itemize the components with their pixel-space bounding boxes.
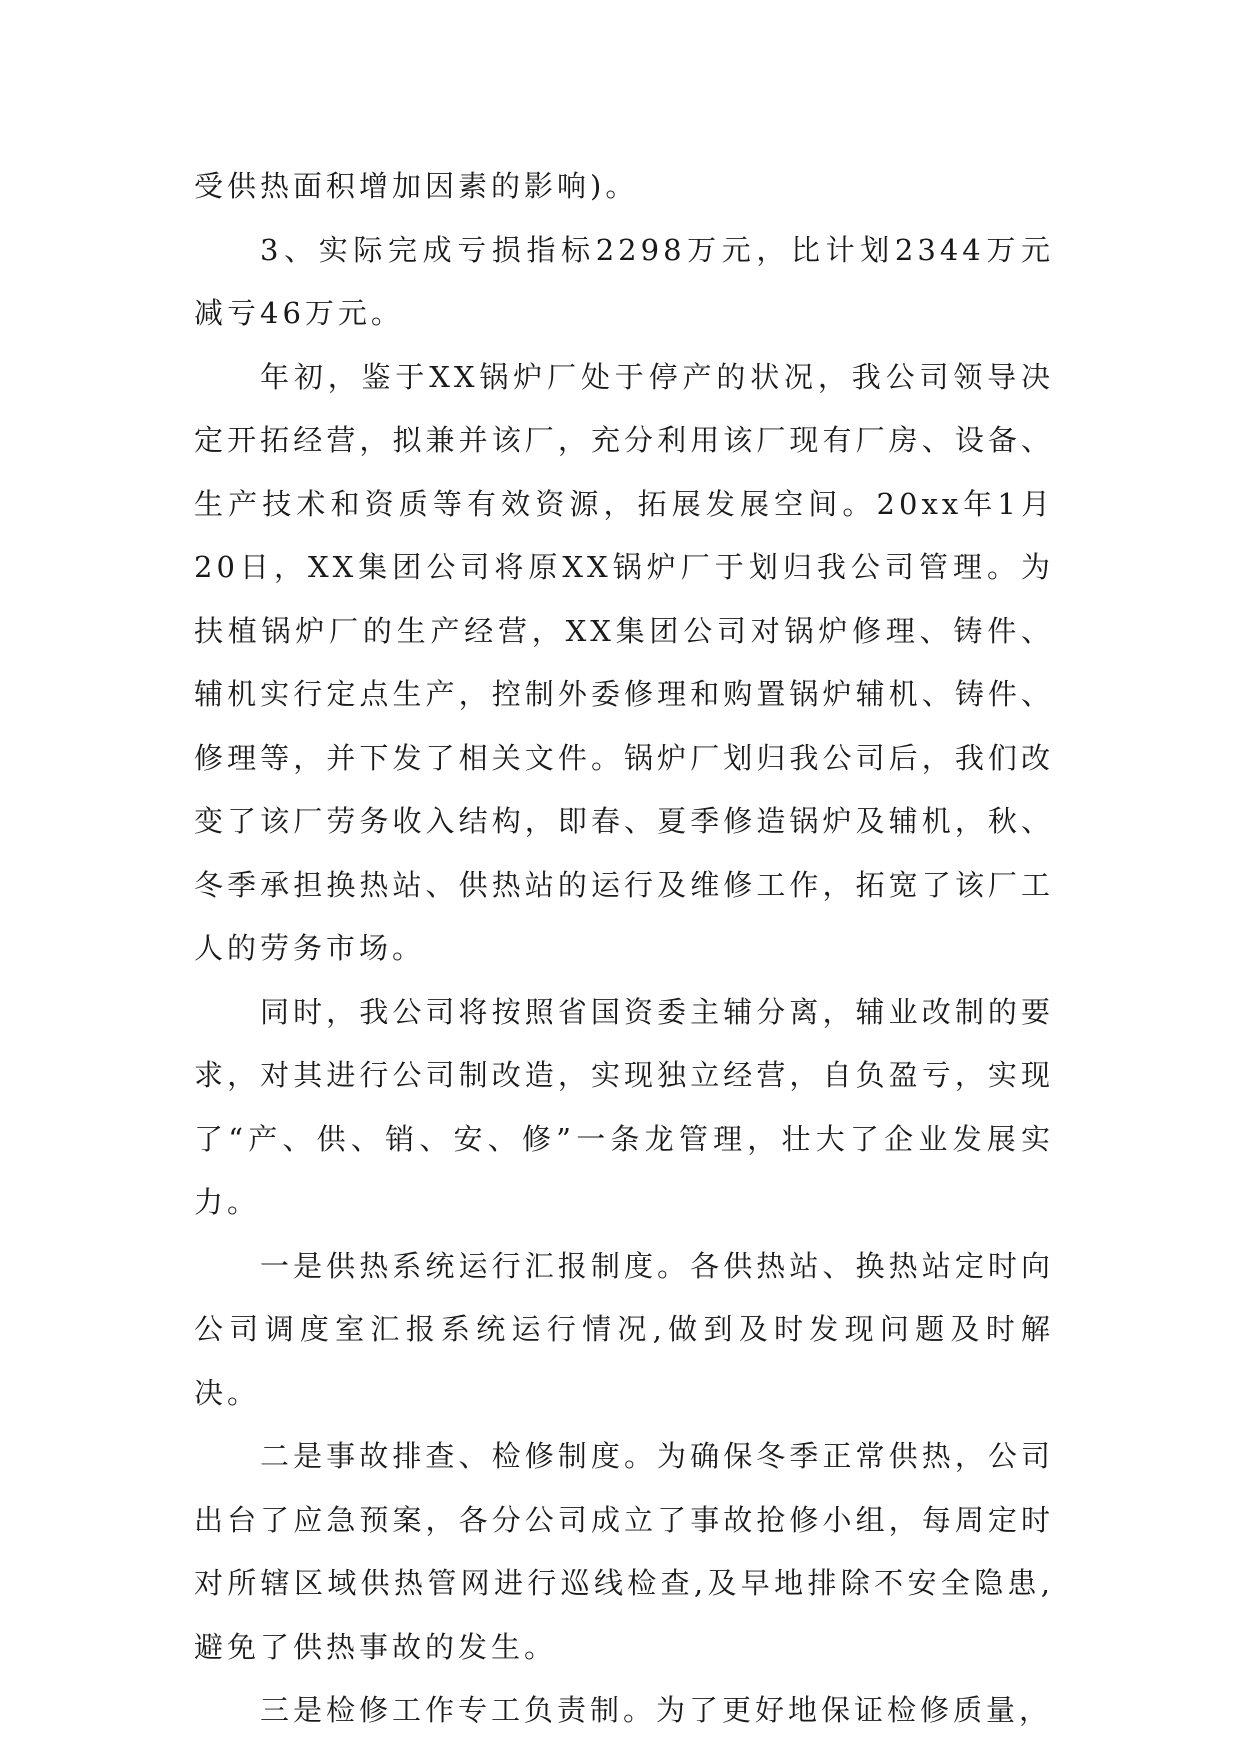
paragraph-reporting-system: 一是供热系统运行汇报制度。各供热站、换热站定时向公司调度室汇报系统运行情况,做到及时发现问题及时解决。 — [194, 1248, 1054, 1410]
paragraph-boiler-factory-merger: 年初，鉴于XX锅炉厂处于停产的状况，我公司领导决定开拓经营，拟兼并该厂，充分利用该厂现有厂房、设备、生产技术和资质等有效资源，拓展发展空间。20xx年1月20日，XX集团公司将原XX锅炉厂于划归我公司管理。为扶植锅炉厂的生产经营，XX集团公司对锅炉修理、铸件、辅机实行定点生产，控制外委修理和购置锅炉辅机、铸件、修理等，并下发了相关文件。锅炉厂划归我公司后，我们改变了该厂劳务收入结构，即春、夏季修造锅炉及辅机，秋、冬季承担换热站、供热站的运行及维修工作，拓宽了该厂工人的劳务市场。 — [194, 359, 1054, 965]
paragraph-loss-target: 3、实际完成亏损指标2298万元，比计划2344万元减亏46万元。 — [194, 232, 1054, 330]
paragraph-continuation: 受供热面积增加因素的影响)。 — [194, 169, 639, 203]
paragraph-restructuring: 同时，我公司将按照省国资委主辅分离，辅业改制的要求，对其进行公司制改造，实现独立经营，自负盈亏，实现了“产、供、销、安、修”一条龙管理，壮大了企业发展实力。 — [194, 994, 1054, 1219]
paragraph-maintenance-responsibility: 三是检修工作专工负责制。为了更好地保证检修质量， — [260, 1693, 1053, 1727]
document-body — [194, 155, 1054, 1743]
paragraph-inspection-system: 二是事故排查、检修制度。为确保冬季正常供热，公司出台了应急预案，各分公司成立了事故抢修小组，每周定时对所辖区域供热管网进行巡线检查,及早地排除不安全隐患,避免了供热事故的发生。 — [194, 1439, 1054, 1664]
